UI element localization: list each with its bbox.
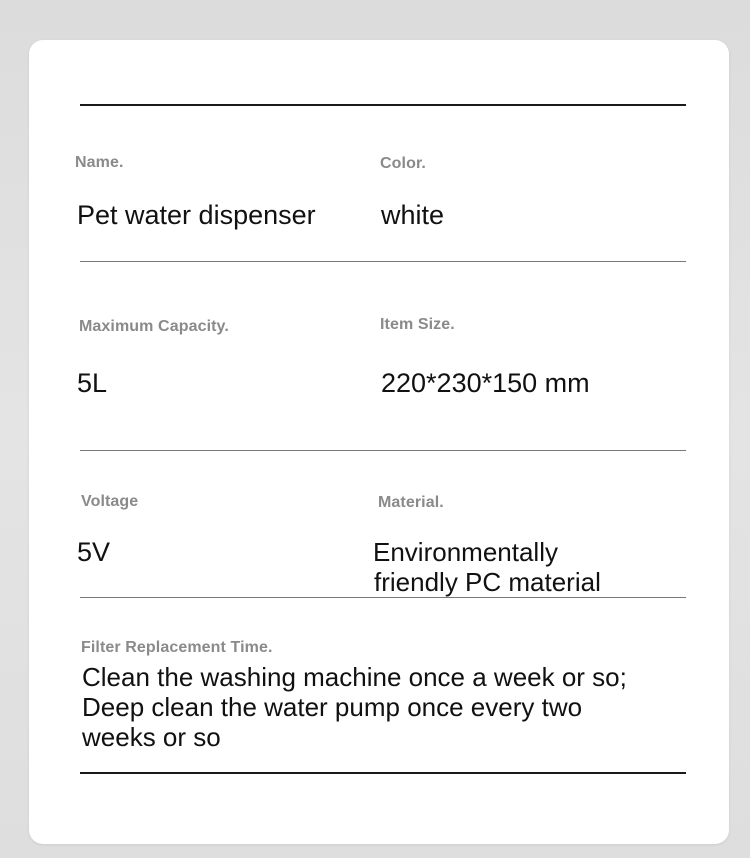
- capacity-label: Maximum Capacity.: [79, 318, 229, 335]
- spec-card: [29, 40, 729, 844]
- size-label: Item Size.: [380, 316, 455, 333]
- size-value: 220*230*150 mm: [381, 368, 590, 398]
- color-value: white: [381, 200, 445, 230]
- name-value: Pet water dispenser: [77, 200, 316, 230]
- voltage-label: Voltage: [81, 493, 139, 510]
- filter-value-line1: Clean the washing machine once a week or so;: [82, 662, 627, 692]
- filter-value-line3: weeks or so: [82, 722, 221, 752]
- bottom-divider: [80, 772, 686, 774]
- voltage-value: 5V: [77, 537, 111, 567]
- row-divider-2: [80, 450, 686, 451]
- row-divider-1: [80, 261, 686, 262]
- material-label: Material.: [378, 494, 444, 511]
- capacity-value: 5L: [77, 368, 108, 398]
- color-label: Color.: [380, 155, 426, 172]
- filter-value-line2: Deep clean the water pump once every two: [82, 692, 583, 722]
- material-value-line2: friendly PC material: [374, 567, 601, 597]
- material-value-line1: Environmentally: [373, 537, 558, 567]
- top-divider: [80, 104, 686, 106]
- name-label: Name.: [75, 154, 124, 171]
- row-divider-3: [80, 597, 686, 598]
- filter-label: Filter Replacement Time.: [81, 639, 273, 656]
